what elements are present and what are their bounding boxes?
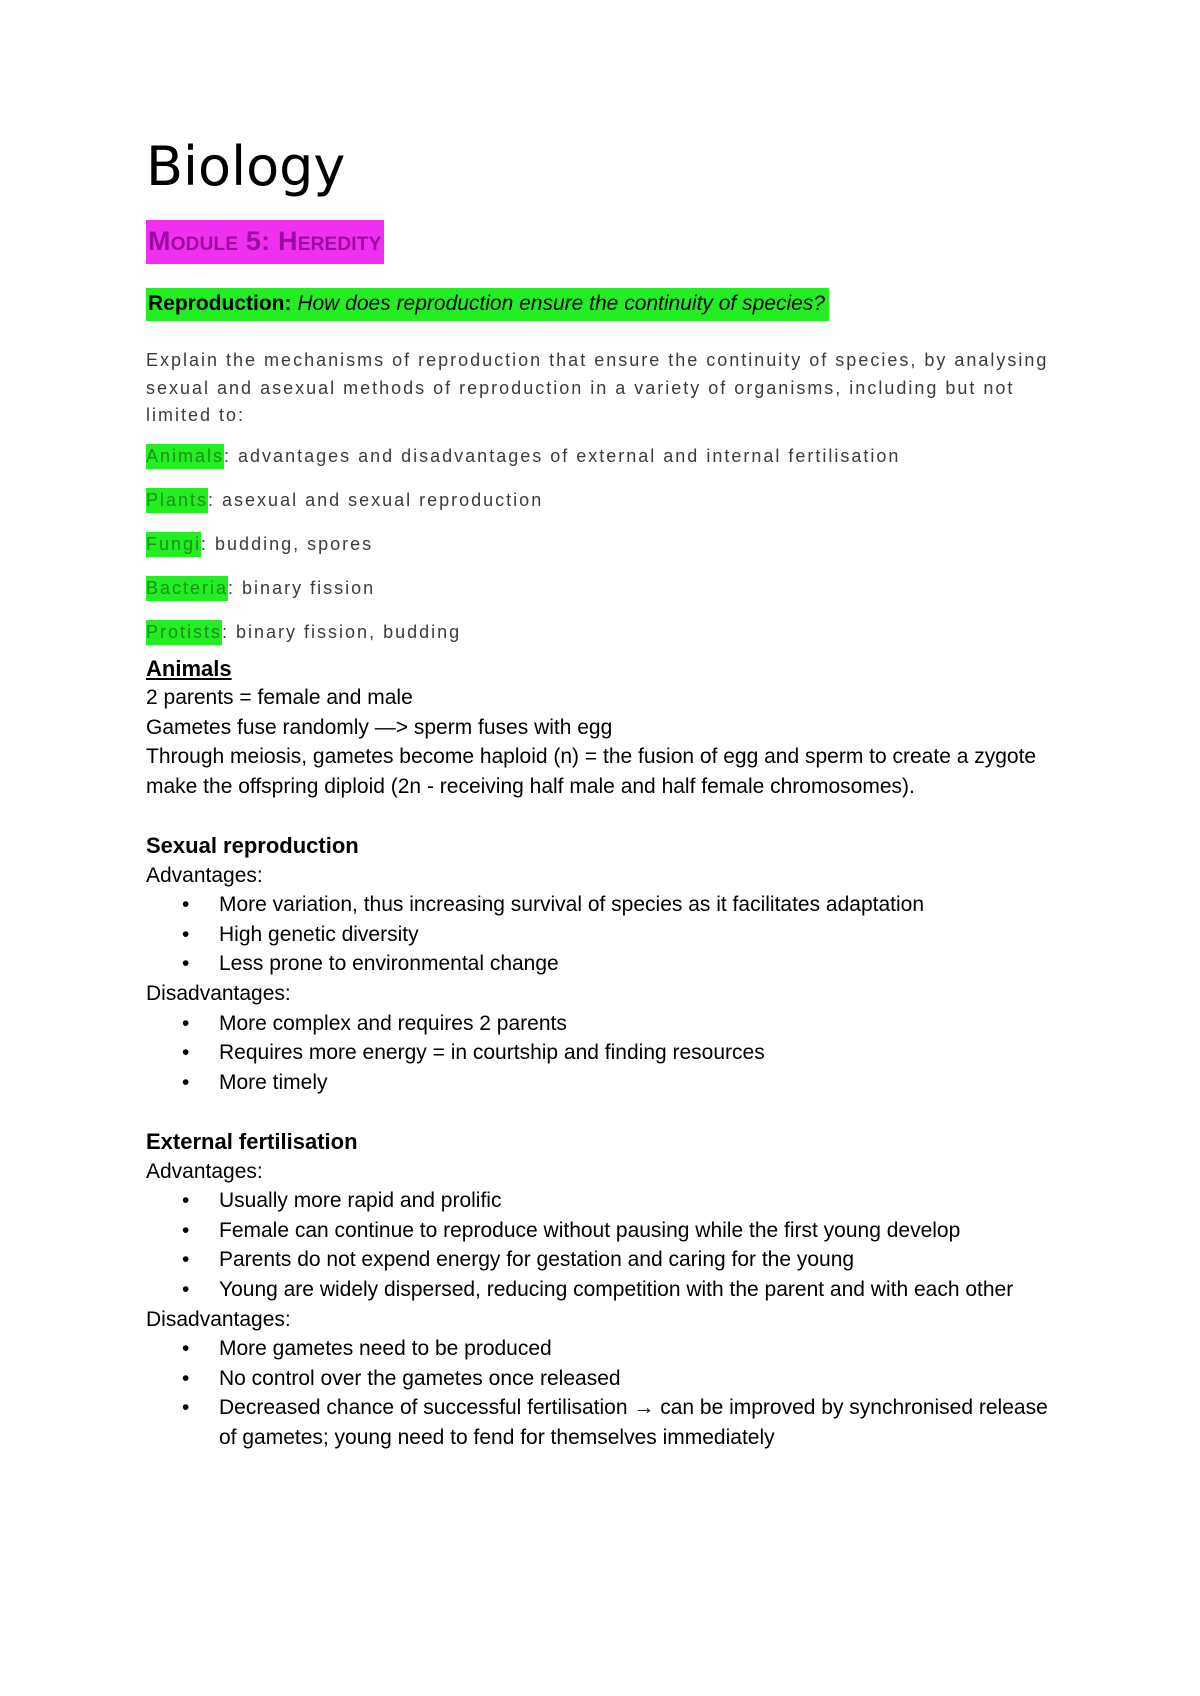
blank-line bbox=[146, 1097, 1066, 1127]
list-item-text: No control over the gametes once released bbox=[219, 1366, 621, 1390]
external-heading: External fertilisation bbox=[146, 1129, 358, 1154]
organism-desc: : advantages and disadvantages of external and internal fertilisation bbox=[224, 445, 901, 466]
list-item bbox=[146, 1334, 1066, 1364]
animals-heading: Animals bbox=[146, 655, 232, 681]
list-item bbox=[146, 890, 1066, 920]
document-page bbox=[146, 135, 1066, 1453]
list-item-text: High genetic diversity bbox=[219, 922, 419, 946]
sexual-advantages-label: Advantages: bbox=[146, 863, 263, 887]
inquiry-label: Reproduction: bbox=[148, 292, 292, 315]
organism-name: Protists bbox=[146, 620, 222, 645]
organism-desc: : binary fission bbox=[228, 577, 376, 598]
organism-line-animals bbox=[146, 442, 1066, 470]
list-item-text: Parents do not expend energy for gestation and caring for the young bbox=[219, 1248, 855, 1272]
organism-line-fungi bbox=[146, 530, 1066, 558]
organism-line-plants bbox=[146, 486, 1066, 514]
bullet-icon: • bbox=[182, 1366, 190, 1390]
organism-list bbox=[146, 442, 1066, 646]
organism-line-bacteria bbox=[146, 574, 1066, 602]
list-item-text: More timely bbox=[219, 1070, 328, 1094]
bullet-icon: • bbox=[182, 1041, 190, 1065]
inquiry-question bbox=[146, 288, 829, 321]
organism-desc: : budding, spores bbox=[201, 533, 374, 554]
bullet-icon: • bbox=[182, 1248, 190, 1272]
blank-line bbox=[146, 801, 1066, 831]
bullet-icon: • bbox=[182, 922, 190, 946]
organism-name: Plants bbox=[146, 488, 208, 513]
organism-name: Fungi bbox=[146, 532, 201, 557]
animals-line: Through meiosis, gametes become haploid (n) = the fusion of egg and sperm to create a zygote make the offspring diploid (2n - receiving half male and half female chromosomes). bbox=[146, 745, 1037, 798]
list-item-text: Less prone to environmental change bbox=[219, 952, 559, 976]
bullet-icon: • bbox=[182, 1070, 190, 1094]
bullet-icon: • bbox=[182, 1396, 190, 1420]
list-item bbox=[146, 1216, 1066, 1246]
module-heading-row bbox=[146, 220, 1066, 266]
list-item bbox=[146, 1068, 1066, 1098]
list-item bbox=[146, 1245, 1066, 1275]
list-item bbox=[146, 1393, 1066, 1452]
bullet-icon: • bbox=[182, 952, 190, 976]
list-item bbox=[146, 949, 1066, 979]
list-item-text: More variation, thus increasing survival of species as it facilitates adaptation bbox=[219, 893, 925, 917]
list-item bbox=[146, 1009, 1066, 1039]
external-disadvantages-list bbox=[146, 1334, 1066, 1452]
list-item-text: Decreased chance of successful fertilisation → can be improved by synchronised release of gametes; young need to fend for themselves immediately bbox=[219, 1396, 1048, 1449]
syllabus-explain: Explain the mechanisms of reproduction that ensure the continuity of species, by analysing sexual and asexual methods of reproduction in a variety of organisms, including but not limited to: bbox=[146, 350, 1049, 425]
bullet-icon: • bbox=[182, 1011, 190, 1035]
animals-line: 2 parents = female and male bbox=[146, 686, 413, 710]
list-item-text: Usually more rapid and prolific bbox=[219, 1189, 502, 1213]
external-advantages-list bbox=[146, 1186, 1066, 1304]
list-item bbox=[146, 1038, 1066, 1068]
list-item-text: Young are widely dispersed, reducing competition with the parent and with each other bbox=[219, 1277, 1014, 1301]
bullet-icon: • bbox=[182, 1337, 190, 1361]
list-item bbox=[146, 1364, 1066, 1394]
inquiry-text: How does reproduction ensure the continuity of species? bbox=[297, 292, 825, 315]
list-item bbox=[146, 920, 1066, 950]
organism-desc: : asexual and sexual reproduction bbox=[208, 489, 544, 510]
organism-name: Animals bbox=[146, 444, 224, 469]
animals-line: Gametes fuse randomly —> sperm fuses with egg bbox=[146, 715, 613, 739]
inquiry-row bbox=[146, 288, 1066, 321]
bullet-icon: • bbox=[182, 1277, 190, 1301]
sexual-heading: Sexual reproduction bbox=[146, 833, 359, 859]
notes-body bbox=[146, 654, 1066, 1453]
list-item bbox=[146, 1186, 1066, 1216]
list-item-text: Female can continue to reproduce without pausing while the first young develop bbox=[219, 1218, 961, 1242]
list-item-text: More gametes need to be produced bbox=[219, 1337, 552, 1361]
sexual-disadvantages-list bbox=[146, 1009, 1066, 1098]
module-heading: Module 5: Heredity bbox=[146, 220, 384, 264]
list-item-text: Requires more energy = in courtship and finding resources bbox=[219, 1041, 765, 1065]
bullet-icon: • bbox=[182, 893, 190, 917]
list-item-text: More complex and requires 2 parents bbox=[219, 1011, 567, 1035]
organism-line-protists bbox=[146, 618, 1066, 646]
organism-name: Bacteria bbox=[146, 576, 228, 601]
bullet-icon: • bbox=[182, 1189, 190, 1213]
organism-desc: : binary fission, budding bbox=[222, 621, 462, 642]
document-title: Biology bbox=[146, 135, 346, 198]
bullet-icon: • bbox=[182, 1218, 190, 1242]
sexual-disadvantages-label: Disadvantages: bbox=[146, 982, 291, 1006]
sexual-advantages-list bbox=[146, 890, 1066, 979]
external-disadvantages-label: Disadvantages: bbox=[146, 1307, 291, 1331]
list-item bbox=[146, 1275, 1066, 1305]
external-advantages-label: Advantages: bbox=[146, 1159, 263, 1183]
